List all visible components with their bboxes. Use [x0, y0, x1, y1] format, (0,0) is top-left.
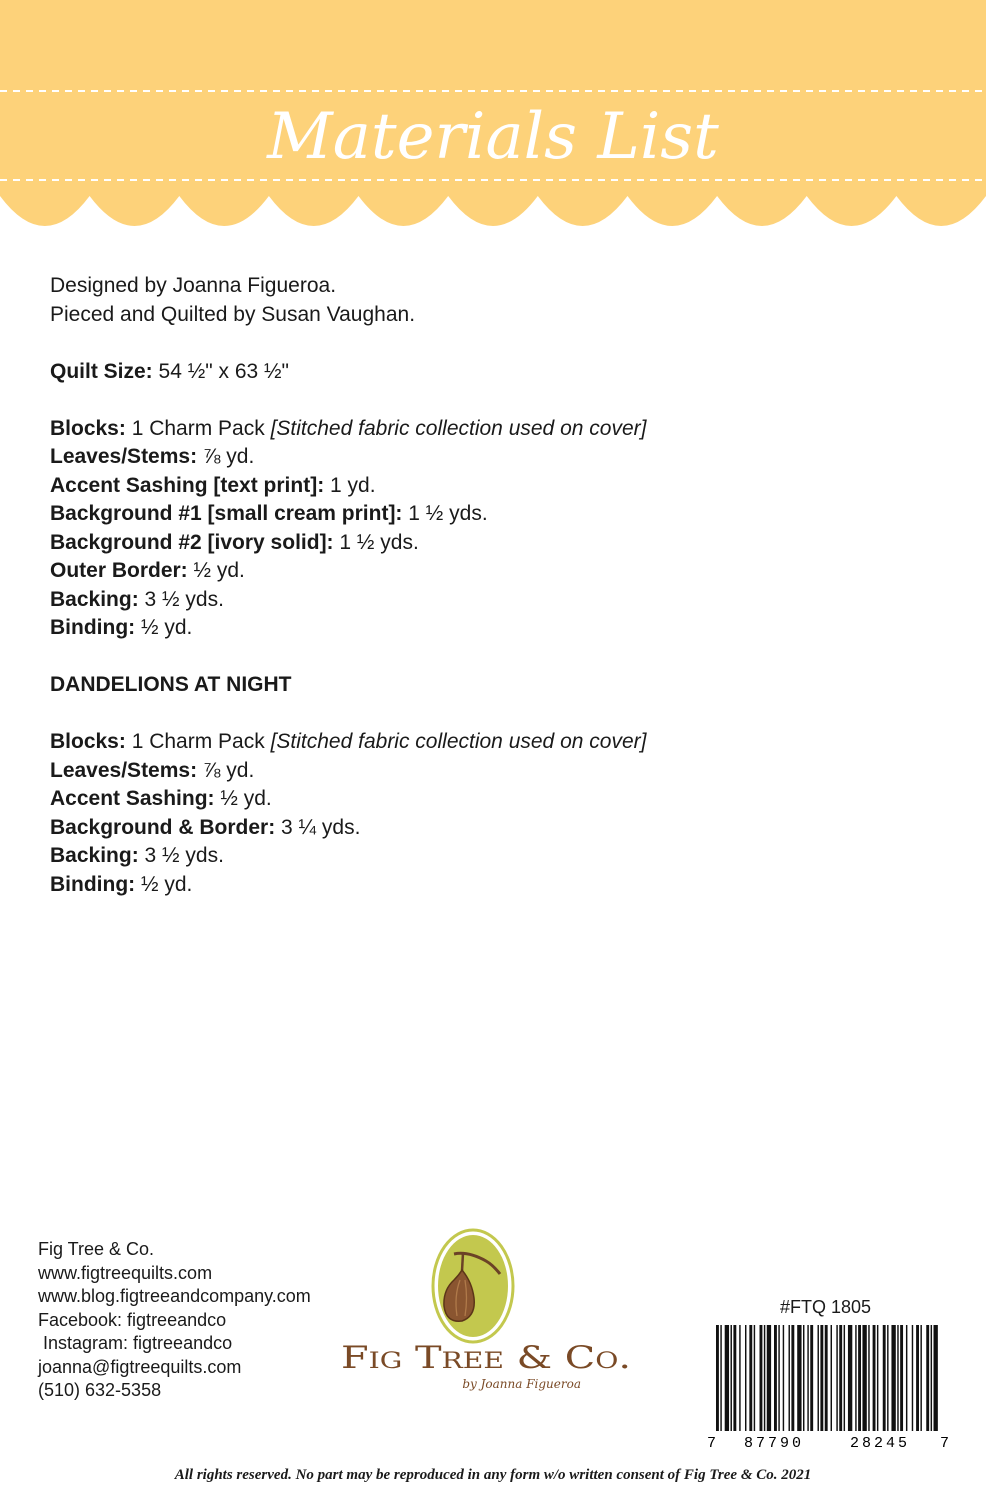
instagram-handle: Instagram: figtreeandco	[38, 1333, 233, 1353]
company-name: Fig Tree & Co.	[38, 1239, 155, 1259]
material-note: [Stitched fabric collection used on cover]	[270, 416, 647, 440]
logo-brand-name: Fig Tree & Co.	[341, 1340, 631, 1376]
material-amount: 3 ½ yds.	[138, 587, 224, 611]
logo-tagline: by Joanna Figueroa	[462, 1377, 581, 1391]
copyright-notice: All rights reserved. No part may be reproduced in any form w/o written consent of Fig Tree & Co. 2021	[174, 1467, 812, 1483]
material-label: Binding:	[50, 616, 136, 639]
facebook-handle: Facebook: figtreeandco	[38, 1309, 227, 1330]
section-heading-dandelions: DANDELIONS AT NIGHT	[50, 673, 292, 696]
fig-tree-logo	[336, 1228, 656, 1403]
barcode	[704, 1325, 950, 1451]
material-item	[50, 557, 930, 586]
material-item	[50, 443, 930, 472]
material-label: Backing:	[50, 587, 139, 611]
designer-credit: Designed by Joanna Figueroa.	[50, 274, 337, 297]
material-item	[50, 728, 930, 757]
material-label: Background #2 [ivory solid]:	[50, 530, 334, 554]
material-item	[50, 472, 930, 501]
contact-info	[38, 1238, 311, 1403]
material-amount: ½ yd.	[187, 559, 245, 582]
material-amount: 3 ¼ yds.	[275, 815, 361, 839]
material-item	[50, 785, 930, 814]
barcode-lead-digit: 7	[707, 1435, 717, 1451]
material-label: Leaves/Stems:	[50, 445, 198, 468]
material-amount: ½ yd.	[135, 616, 193, 639]
barcode-right-digits: 28245	[849, 1435, 911, 1451]
material-label: Blocks:	[50, 416, 126, 440]
material-item	[50, 614, 930, 643]
barcode-bars	[716, 1325, 938, 1443]
materials-content	[50, 272, 930, 899]
quilt-size	[50, 358, 930, 387]
material-label: Leaves/Stems:	[50, 758, 198, 782]
material-label: Outer Border:	[50, 559, 188, 582]
material-item	[50, 529, 930, 558]
materials-list-dandelions	[50, 728, 930, 899]
material-item	[50, 871, 930, 900]
blog-link[interactable]: www.blog.figtreeandcompany.com	[38, 1286, 311, 1306]
material-amount: ⅞ yd.	[197, 445, 255, 468]
material-label: Accent Sashing:	[50, 787, 215, 810]
material-amount: 1 ½ yds.	[402, 502, 488, 525]
barcode-check-digit: 7	[940, 1435, 950, 1451]
scalloped-banner-graphic	[0, 0, 986, 260]
material-item	[50, 842, 930, 871]
material-item	[50, 814, 930, 843]
materials-list-main	[50, 415, 930, 643]
material-amount: ½ yd.	[135, 872, 193, 896]
material-label: Accent Sashing [text print]:	[50, 473, 325, 497]
material-item	[50, 586, 930, 615]
material-amount: ⅞ yd.	[197, 758, 255, 782]
material-label: Binding:	[50, 872, 136, 896]
material-amount: 1 Charm Pack	[125, 416, 271, 440]
quilter-credit: Pieced and Quilted by Susan Vaughan.	[50, 302, 416, 326]
banner-title: Materials List	[267, 100, 719, 174]
materials-banner	[0, 0, 986, 260]
quilt-size-value: 54 ½" x 63 ½"	[152, 359, 290, 383]
email-address[interactable]: joanna@figtreequilts.com	[38, 1356, 242, 1377]
material-item	[50, 415, 930, 444]
material-amount: 1 ½ yds.	[333, 530, 419, 554]
phone-number: (510) 632-5358	[38, 1380, 162, 1400]
material-amount: 1 Charm Pack	[125, 730, 271, 753]
material-label: Background #1 [small cream print]:	[50, 502, 403, 525]
material-label: Background & Border:	[50, 815, 276, 839]
material-label: Blocks:	[50, 730, 126, 753]
material-amount: ½ yd.	[214, 787, 272, 810]
material-amount: 1 yd.	[324, 473, 376, 497]
quilt-size-label: Quilt Size:	[50, 359, 153, 383]
material-amount: 3 ½ yds.	[138, 844, 224, 867]
barcode-left-digits: 87790	[743, 1435, 805, 1451]
material-item	[50, 500, 930, 529]
material-label: Backing:	[50, 844, 139, 867]
website-link[interactable]: www.figtreequilts.com	[38, 1262, 213, 1283]
material-note: [Stitched fabric collection used on cover]	[270, 730, 647, 753]
material-item	[50, 757, 930, 786]
product-sku: #FTQ 1805	[780, 1297, 872, 1317]
